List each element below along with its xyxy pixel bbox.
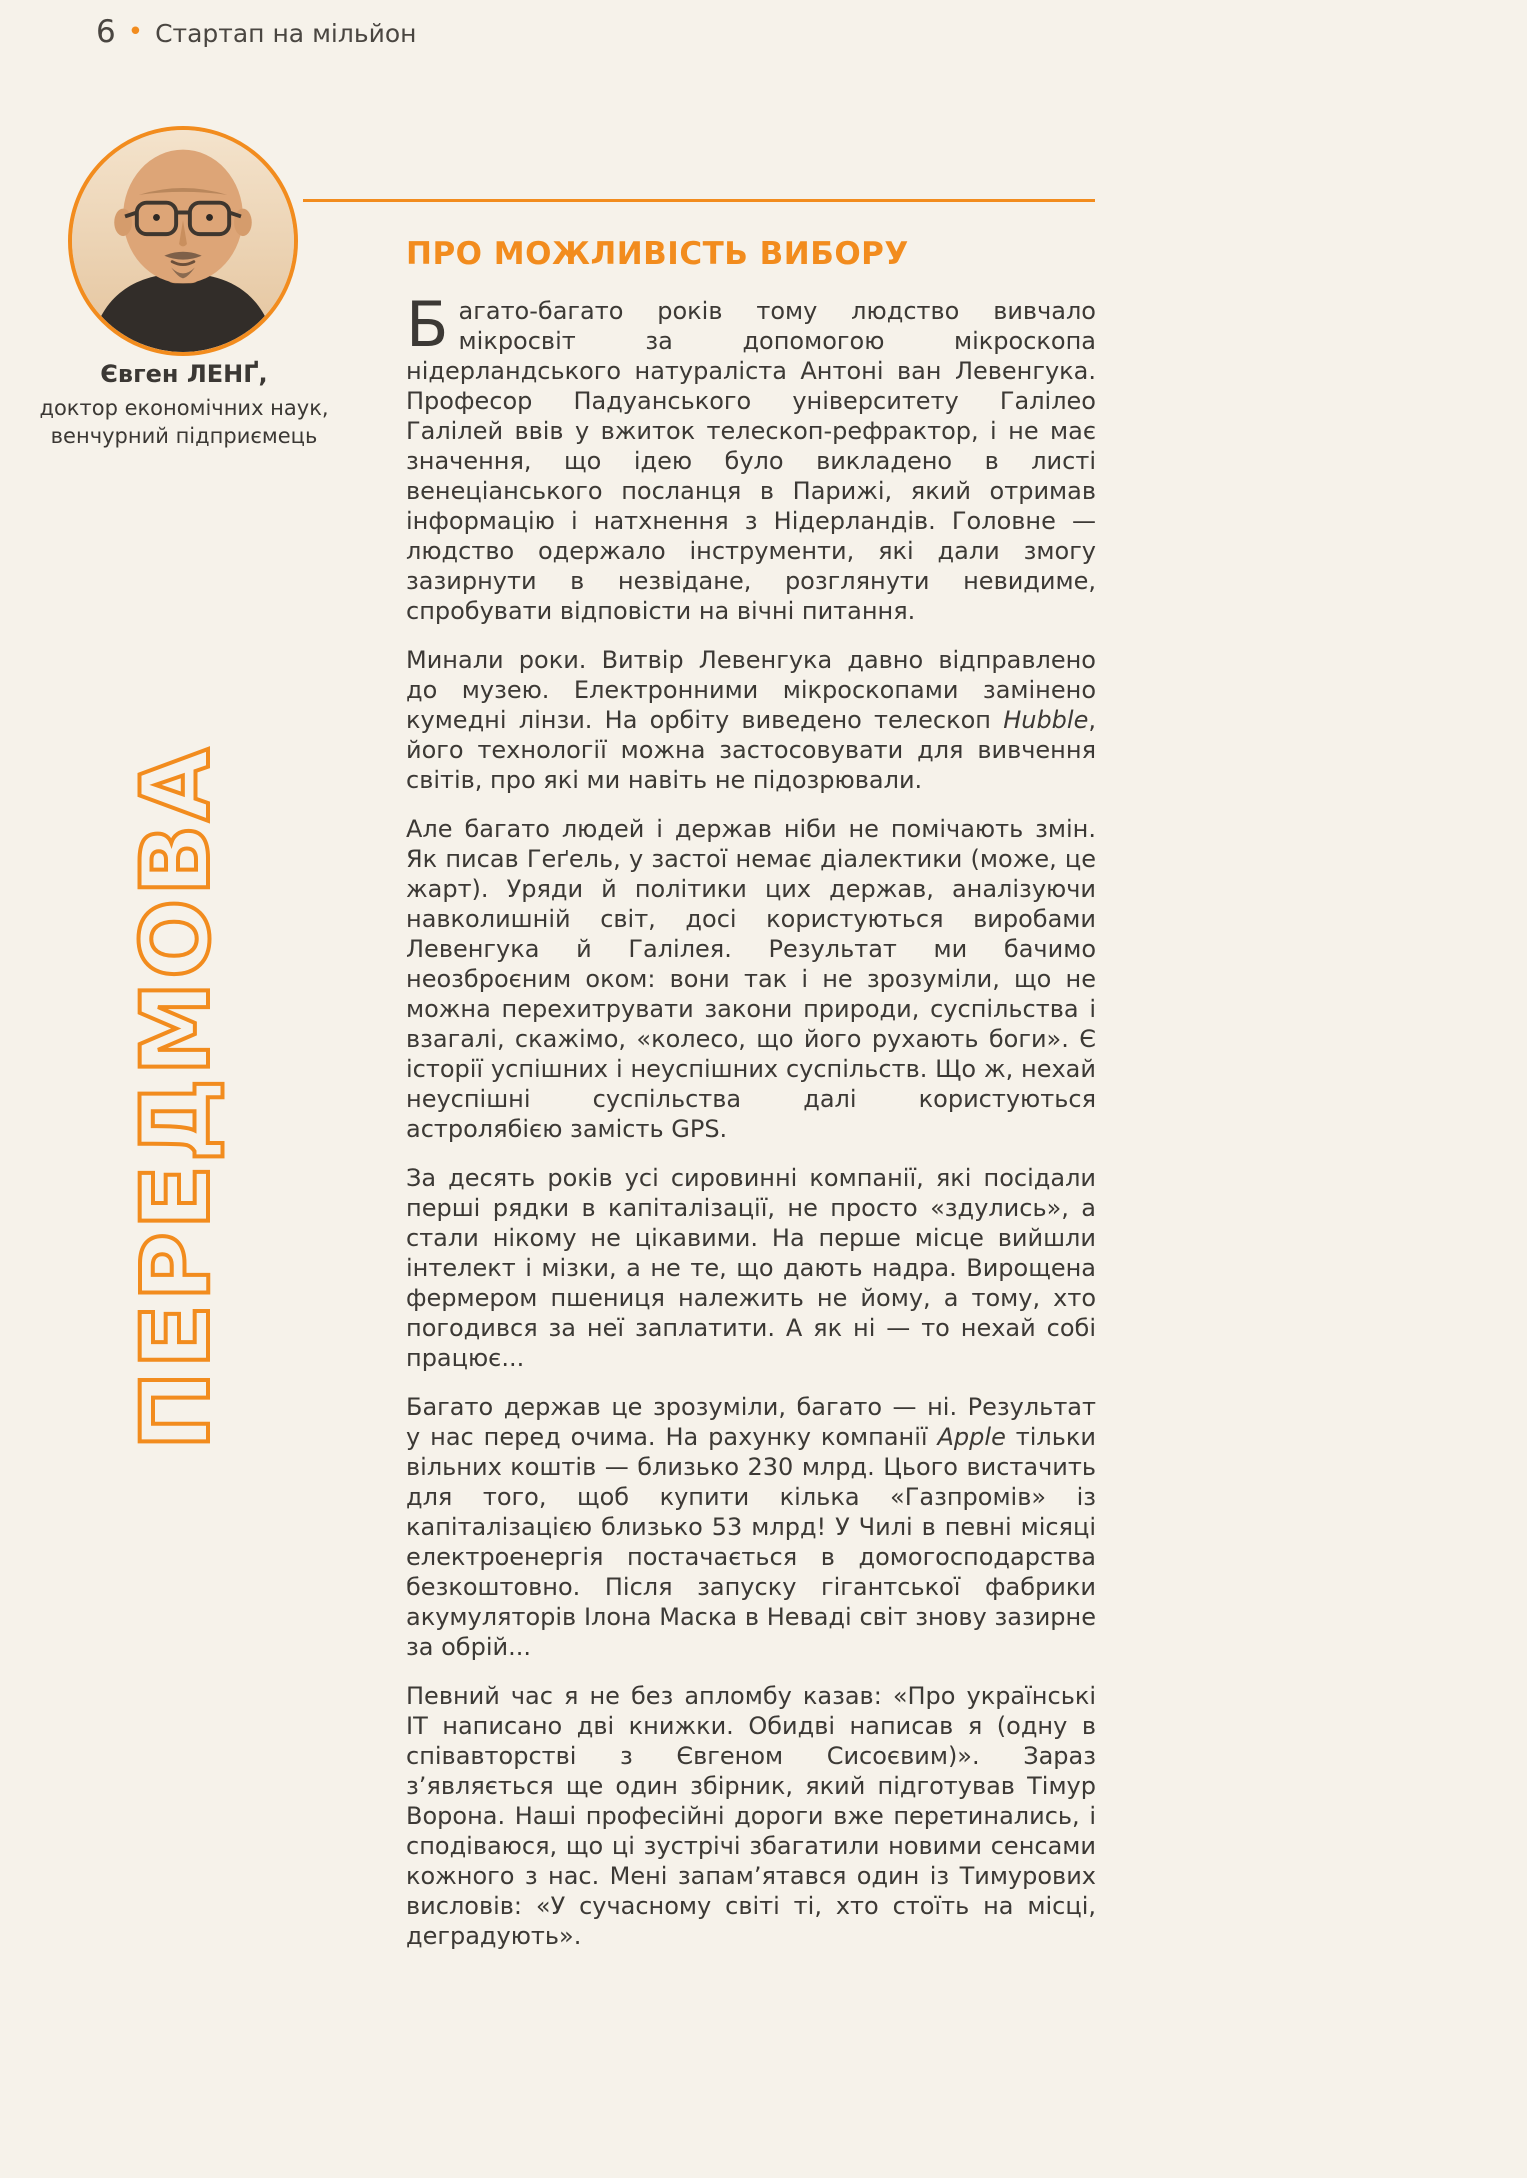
dropcap: Б (406, 288, 449, 361)
author-degree: доктор економічних наук, (39, 396, 329, 420)
text-run: Певний час я не без апломбу казав: «Про українські ІТ написано дві книжки. Обидві написав я (одну в співавторстві з Євгеном Сисоєвим)». Зараз з’являється ще один збірник, який підготував Тімур Ворона. Наші професійні дороги вже перетинались, і сподіваюся, що ці зустрічі збагатили новими сенсами кожного з нас. Мені запам’ятався один із Тимурових висловів: «У сучасному світі ті, хто стоїть на місці, деградують». (406, 1682, 1096, 1950)
paragraph (406, 645, 1096, 795)
text-run: За десять років усі сировинні компанії, які посідали перші рядки в капіталізації, не просто «здулись», а стали нікому не цікавими. На перше місце вийшли інтелект і мізки, а не те, що дають надра. Вирощена фермером пшениця належить не йому, а тому, хто погодився за неї заплатити. А як ні — то нехай собі працює... (406, 1164, 1096, 1372)
paragraph (406, 1392, 1096, 1662)
article (406, 236, 1096, 1970)
body-text (406, 288, 1097, 1951)
author-occupation: венчурний підприємець (50, 424, 318, 448)
author-name: Євген ЛЕНҐ, (100, 360, 268, 388)
chapter-vertical-title: ПЕРЕДМОВА (122, 745, 231, 1451)
book-title: Стартап на мільйон (155, 19, 417, 48)
section-heading: ПРО МОЖЛИВІСТЬ ВИБОРУ (406, 236, 909, 272)
author-photo (68, 126, 298, 356)
text-run: , його технології можна застосовувати для вивчення світів, про які ми навіть не підозрювали. (406, 706, 1096, 794)
text-run: Багато держав це зрозуміли, багато — ні. Результат у нас перед очима. На рахунку компанії (406, 1393, 1096, 1451)
paragraph (406, 814, 1096, 1144)
paragraph (406, 288, 1096, 626)
text-run: агато-багато років тому людство вивчало мікросвіт за допомогою мікроскопа нідерландського натураліста Антоні ван Левенгука. Професор Падуанського університету Галілео Галілей ввів у вжиток телескоп-рефрактор, і не має значення, що ідею було викладено в листі венеціанського посланця в Парижі, який отримав інформацію і натхнення з Нідерландів. Головне — людство одержало інструменти, які дали змогу зазирнути в незвідане, розглянути невидиме, спробувати відповісти на вічні питання. (406, 297, 1096, 625)
page-header (96, 14, 416, 50)
author-caption (6, 360, 362, 450)
italic-term: Hubble (1003, 706, 1089, 734)
text-run: тільки вільних коштів — близько 230 млрд. Цього вистачить для того, щоб купити кілька «Газпромів» із капіталізацією близько 53 млрд! У Чилі в певні місяці електроенергія постачається в домогосподарства безкоштовно. Після запуску гігантської фабрики акумуляторів Ілона Маска в Неваді світ знову зазирне за обрій... (406, 1423, 1097, 1661)
italic-term: Apple (937, 1423, 1006, 1451)
text-run: Але багато людей і держав ніби не помічають змін. Як писав Геґель, у застої немає діалектики (може, це жарт). Уряди й політики цих держав, аналізуючи навколишній світ, досі користуються виробами Левенгука й Галілея. Результат ми бачимо неозброєним оком: вони так і не зрозуміли, що не можна перехитрувати закони природи, суспільства і взагалі, скажімо, «колесо, що його рухають боги». Є історії успішних і неуспішних суспільств. Що ж, нехай неуспішні суспільства далі користуються астролябією замість GPS. (406, 815, 1096, 1143)
bullet-separator-icon: • (127, 17, 144, 47)
author-portrait-illustration (72, 130, 294, 352)
text-run: Минали роки. Витвір Левенгука давно відправлено до музею. Електронними мікроскопами замінено кумедні лінзи. На орбіту виведено телескоп (406, 646, 1096, 734)
page-number: 6 (96, 14, 116, 50)
paragraph (406, 1681, 1096, 1951)
paragraph (406, 1163, 1096, 1373)
orange-rule (303, 199, 1095, 202)
